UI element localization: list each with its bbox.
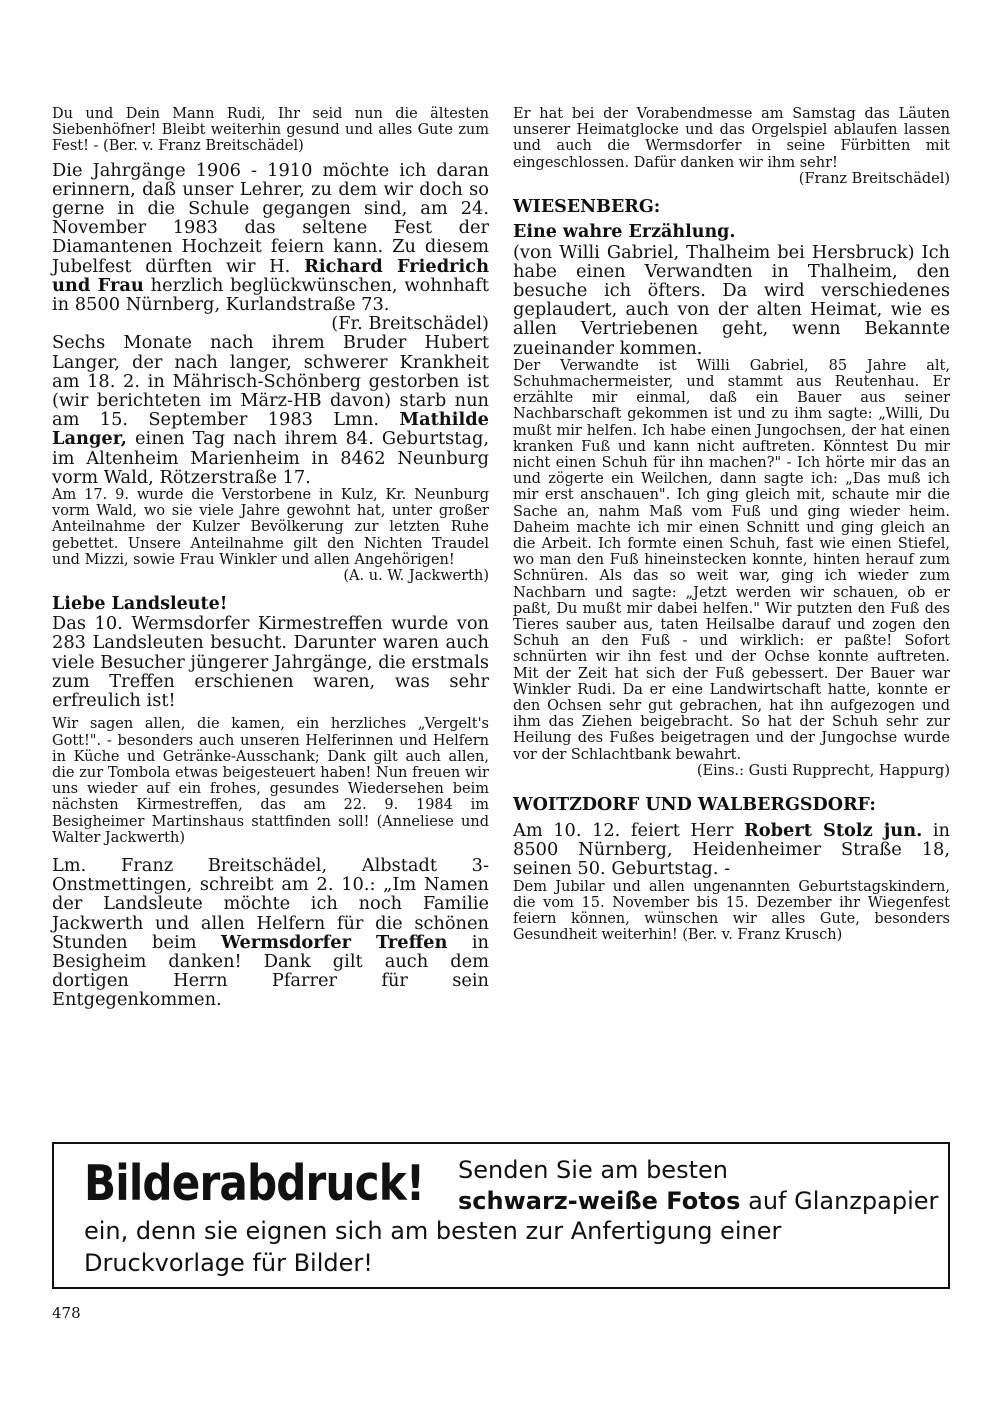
ad-bold-text: schwarz-weiße Fotos (458, 1187, 741, 1215)
bold-name: Robert Stolz jun. (743, 820, 923, 842)
subheading: Eine wahre Erzählung. (513, 222, 736, 243)
ad-text: Senden Sie am besten (458, 1156, 728, 1184)
left-column (52, 106, 489, 1010)
text: Am 10. 12. feiert Herr (513, 820, 734, 842)
section-heading: WIESENBERG: (513, 197, 661, 218)
right-column (513, 106, 950, 943)
section-heading: Liebe Landsleute! (52, 594, 228, 615)
signature: (Franz Breitschädel) (798, 170, 950, 187)
signature: (Fr. Breitschädel) (331, 313, 489, 335)
section-heading: WOITZDORF UND WALBERGSDORF: (513, 795, 876, 816)
bold-name: Mathilde Langer, (52, 409, 489, 450)
paragraph: Am 17. 9. wurde die Verstorbene in Kulz, Kr. Neunburg vorm Wald, wo sie viele Jahre gewohnt hat, unter großer Anteilnahme der Kulzer Bevölkerung zur letzten Ruhe gebettet. Unsere Anteilnahme gilt den Nichten Traudel und Mizzi, sowie Frau Winkler und allen Angehörigen! (52, 487, 489, 568)
ad-text: auf Glanzpapier (748, 1187, 939, 1215)
advertisement-box (52, 1142, 950, 1289)
paragraph (513, 821, 950, 879)
text: Lm. Franz Breitschädel, Albstadt 3-Onstmettingen, schreibt am 2. 10.: „Im Namen der Landsleute möchte ich noch Familie Jackwerth und allen Helfern für die schönen Stunden beim (52, 854, 489, 953)
bold-name: Richard Friedrich und Frau (52, 255, 490, 296)
paragraph (52, 161, 489, 315)
ad-text: Druckvorlage für Bilder! (84, 1249, 373, 1277)
signature: (Eins.: Gusti Rupprecht, Happurg) (696, 762, 950, 779)
page-number: 478 (52, 1304, 81, 1322)
ad-headline: Bilderabdruck! (84, 1155, 425, 1212)
paragraph: (von Willi Gabriel, Thalheim bei Hersbruck) Ich habe einen Verwandten in Thalheim, den besuche ich öfters. Da wird verschiedenes geplaudert, auch von der alten Heimat, wie es allen Vertriebenen geht, wenn Bekannte zueinander kommen. (513, 241, 950, 359)
ad-text: ein, denn sie eignen sich am besten zur Anfertigung einer (84, 1217, 782, 1245)
paragraph: Wir sagen allen, die kamen, ein herzliches „Vergelt's Gott!". - besonders auch unseren Helferinnen und Helfern in Küche und Getränke-Ausschank; Dank gilt auch allen, die zur Tombola etwas beigesteuert haben! Nun freuen wir uns wieder auf ein frohes, gesundes Wiedersehen beim nächsten Kirmestreffen, das am 22. 9. 1984 im Besigheimer Martinshaus stattfinden soll! (Anneliese und Walter Jackwerth) (52, 716, 489, 846)
paragraph: Dem Jubilar und allen ungenannten Geburtstagskindern, die vom 15. November bis 15. Dezember ihr Wiegenfest feiern können, wünschen wir alles Gute, besonders Gesundheit weiterhin! (Ber. v. Franz Krusch) (513, 878, 950, 944)
signature: (A. u. W. Jackwerth) (343, 568, 489, 585)
paragraph (52, 856, 489, 1010)
paragraph: Du und Dein Mann Rudi, Ihr seid nun die ältesten Siebenhöfner! Bleibt weiterhin gesund und alles Gute zum Fest! - (Ber. v. Franz Breitschädel) (52, 106, 489, 155)
text: Die Jahrgänge 1906 - 1910 möchte ich daran erinnern, daß unser Lehrer, zu dem wir doch so gerne in die Schule gegangen sind, am 24. November 1983 das seltene Fest der Diamantenen Hochzeit feiern kann. Zu diesem Jubelfest dürften wir H. (52, 159, 489, 277)
paragraph: Das 10. Wermsdorfer Kirmestreffen wurde von 283 Landsleuten besucht. Darunter waren auch viele Besucher jüngerer Jahrgänge, die erstmals zum Treffen erschienen waren, was sehr erfreulich ist! (52, 613, 490, 712)
text: in Besigheim danken! Dank gilt auch dem dortigen Herrn Pfarrer für sein Entgegenkommen. (52, 931, 490, 1011)
paragraph: Er hat bei der Vorabendmesse am Samstag das Läuten unserer Heimatglocke und das Orgelspiel ablaufen lassen und auch die Wermsdorfer in seine Fürbitten mit eingeschlossen. Dafür danken wir ihm sehr! (513, 106, 950, 171)
bold-name: Wermsdorfer Treffen (220, 931, 448, 953)
text: einen Tag nach ihrem 84. Geburtstag, im Altenheim Marienheim in 8462 Neunburg vorm Wald, Rötzerstraße 17. (52, 428, 489, 488)
paragraph: Der Verwandte ist Willi Gabriel, 85 Jahre alt, Schuhmachermeister, und stammt aus Reutenhau. Er erzählte mir einmal, daß ein Bauer aus seiner Nachbarschaft gekommen ist und zu ihm sagte: „Willi, Du mußt mir helfen. Ich habe einen Jungochsen, der hat einen kranken Fuß und kann nicht auftreten. Könntest Du mir nicht einen Schuh für ihn machen?" - Ich hörte mir das an und zögerte ein Weilchen, dann sagte ich: „Das muß ich mir erst anschauen". Ich ging gleich mit, schaute mir die Sache an, nahm Maß vom Fuß und ging wieder heim. Daheim machte ich mir einen Schnitt und ging gleich an die Arbeit. Ich formte einen Schuh, fast wie einen Stiefel, wo man den Fuß hineinstecken konnte, hinten herauf zum Schnüren. Als das so weit war, ging ich wieder zum Nachbarn und sagte: „Jetzt werden wir schauen, ob er paßt, Du mußt mir dabei helfen." Wir putzten den Fuß des Tieres sauber aus, taten Heilsalbe darauf und zogen den Schuh an den Fuß - und wirklich: er paßte! Sofort schnürten wir ihn fest und der Ochse konnte auftreten. Mit der Zeit hat sich der Fuß gebessert. Der Bauer war Winkler Rudi. Da er eine Landwirtschaft hatte, konnte er den Ochsen sehr gut gebrachen, hat ihn aufgezogen und ihm das Ziehen beigebracht. So hat der Schuh sehr zur Heilung des Fußes beigetragen und der Jungochse wurde vor der Schlachtbank bewahrt. (513, 357, 950, 763)
paragraph (52, 333, 489, 487)
text: herzlich beglückwünschen, wohnhaft in 8500 Nürnberg, Kurlandstraße 73. (52, 274, 489, 316)
text: in 8500 Nürnberg, Heidenheimer Straße 18, seinen 50. Geburtstag. - (513, 820, 951, 880)
text: Sechs Monate nach ihrem Bruder Hubert Langer, der nach langer, schwerer Krankheit am 18. 2. in Mährisch-Schönberg gestorben ist (wir berichteten im März-HB davon) starb nun am 15. September 1983 Lmn. (52, 332, 489, 431)
ad-text (458, 1186, 938, 1216)
